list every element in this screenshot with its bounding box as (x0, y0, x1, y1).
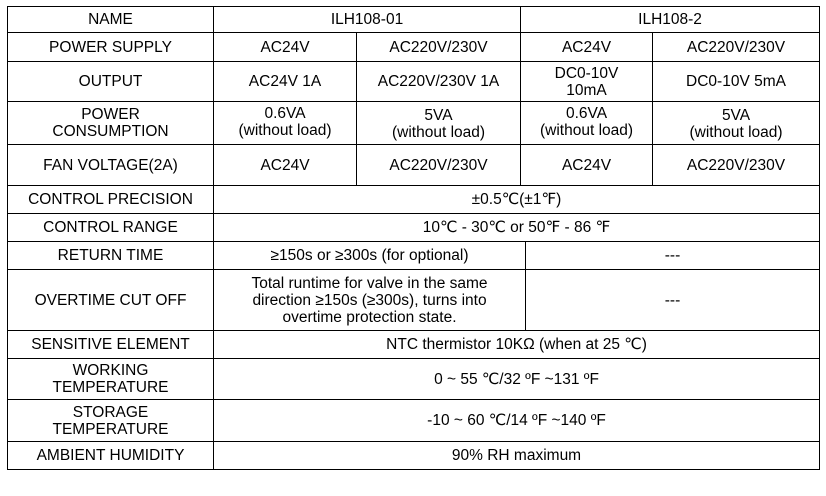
power-supply-value-4: AC220V/230V (653, 33, 820, 62)
fan-voltage-value-1: AC24V (214, 145, 357, 186)
row-ambient-humidity (8, 442, 820, 470)
return-time-label: RETURN TIME (8, 242, 214, 270)
fan-voltage-label: FAN VOLTAGE(2A) (8, 145, 214, 186)
row-power-supply (8, 33, 820, 62)
control-precision-label: CONTROL PRECISION (8, 186, 214, 214)
model-b-header: ILH108-2 (521, 7, 820, 33)
sensitive-element-value: NTC thermistor 10KΩ (when at 25 ℃) (214, 331, 820, 359)
row-sensitive-element (8, 331, 820, 359)
output-label: OUTPUT (8, 62, 214, 102)
output-value-4: DC0-10V 5mA (653, 62, 820, 102)
power-supply-label: POWER SUPPLY (8, 33, 214, 62)
power-supply-value-1: AC24V (214, 33, 357, 62)
ambient-humidity-label: AMBIENT HUMIDITY (8, 442, 214, 470)
name-label: NAME (8, 7, 214, 33)
storage-temperature-label: STORAGE TEMPERATURE (8, 400, 214, 442)
power-consumption-value-3: 0.6VA (without load) (521, 102, 653, 145)
overtime-cut-off-label: OVERTIME CUT OFF (8, 270, 214, 331)
working-temperature-value: 0 ~ 55 ℃/32 ºF ~131 ºF (214, 359, 820, 400)
overtime-cut-off-value-a: Total runtime for valve in the same direction ≥150s (≥300s), turns into overtime protection state. (214, 270, 526, 331)
output-value-3: DC0-10V 10mA (521, 62, 653, 102)
row-control-range (8, 214, 820, 242)
working-temperature-label: WORKING TEMPERATURE (8, 359, 214, 400)
storage-temperature-value: -10 ~ 60 ℃/14 ºF ~140 ºF (214, 400, 820, 442)
row-output (8, 62, 820, 102)
output-value-2: AC220V/230V 1A (357, 62, 521, 102)
power-supply-value-3: AC24V (521, 33, 653, 62)
row-fan-voltage (8, 145, 820, 186)
model-a-header: ILH108-01 (214, 7, 521, 33)
row-power-consumption (8, 102, 820, 145)
row-return-time (8, 242, 820, 270)
return-time-value-b: --- (526, 242, 820, 270)
row-overtime-cut-off (8, 270, 820, 331)
fan-voltage-value-3: AC24V (521, 145, 653, 186)
control-precision-value: ±0.5℃(±1℉) (214, 186, 820, 214)
power-consumption-label: POWER CONSUMPTION (8, 102, 214, 145)
control-range-value: 10℃ - 30℃ or 50℉ - 86 ℉ (214, 214, 820, 242)
control-range-label: CONTROL RANGE (8, 214, 214, 242)
return-time-value-a: ≥150s or ≥300s (for optional) (214, 242, 526, 270)
power-consumption-value-4: 5VA (without load) (653, 102, 820, 145)
overtime-cut-off-value-b: --- (526, 270, 820, 331)
output-value-1: AC24V 1A (214, 62, 357, 102)
ambient-humidity-value: 90% RH maximum (214, 442, 820, 470)
fan-voltage-value-4: AC220V/230V (653, 145, 820, 186)
row-name (8, 7, 820, 33)
fan-voltage-value-2: AC220V/230V (357, 145, 521, 186)
sensitive-element-label: SENSITIVE ELEMENT (8, 331, 214, 359)
power-supply-value-2: AC220V/230V (357, 33, 521, 62)
row-storage-temperature (8, 400, 820, 442)
power-consumption-value-2: 5VA (without load) (357, 102, 521, 145)
row-working-temperature (8, 359, 820, 400)
power-consumption-value-1: 0.6VA (without load) (214, 102, 357, 145)
row-control-precision (8, 186, 820, 214)
specification-table (7, 6, 820, 470)
